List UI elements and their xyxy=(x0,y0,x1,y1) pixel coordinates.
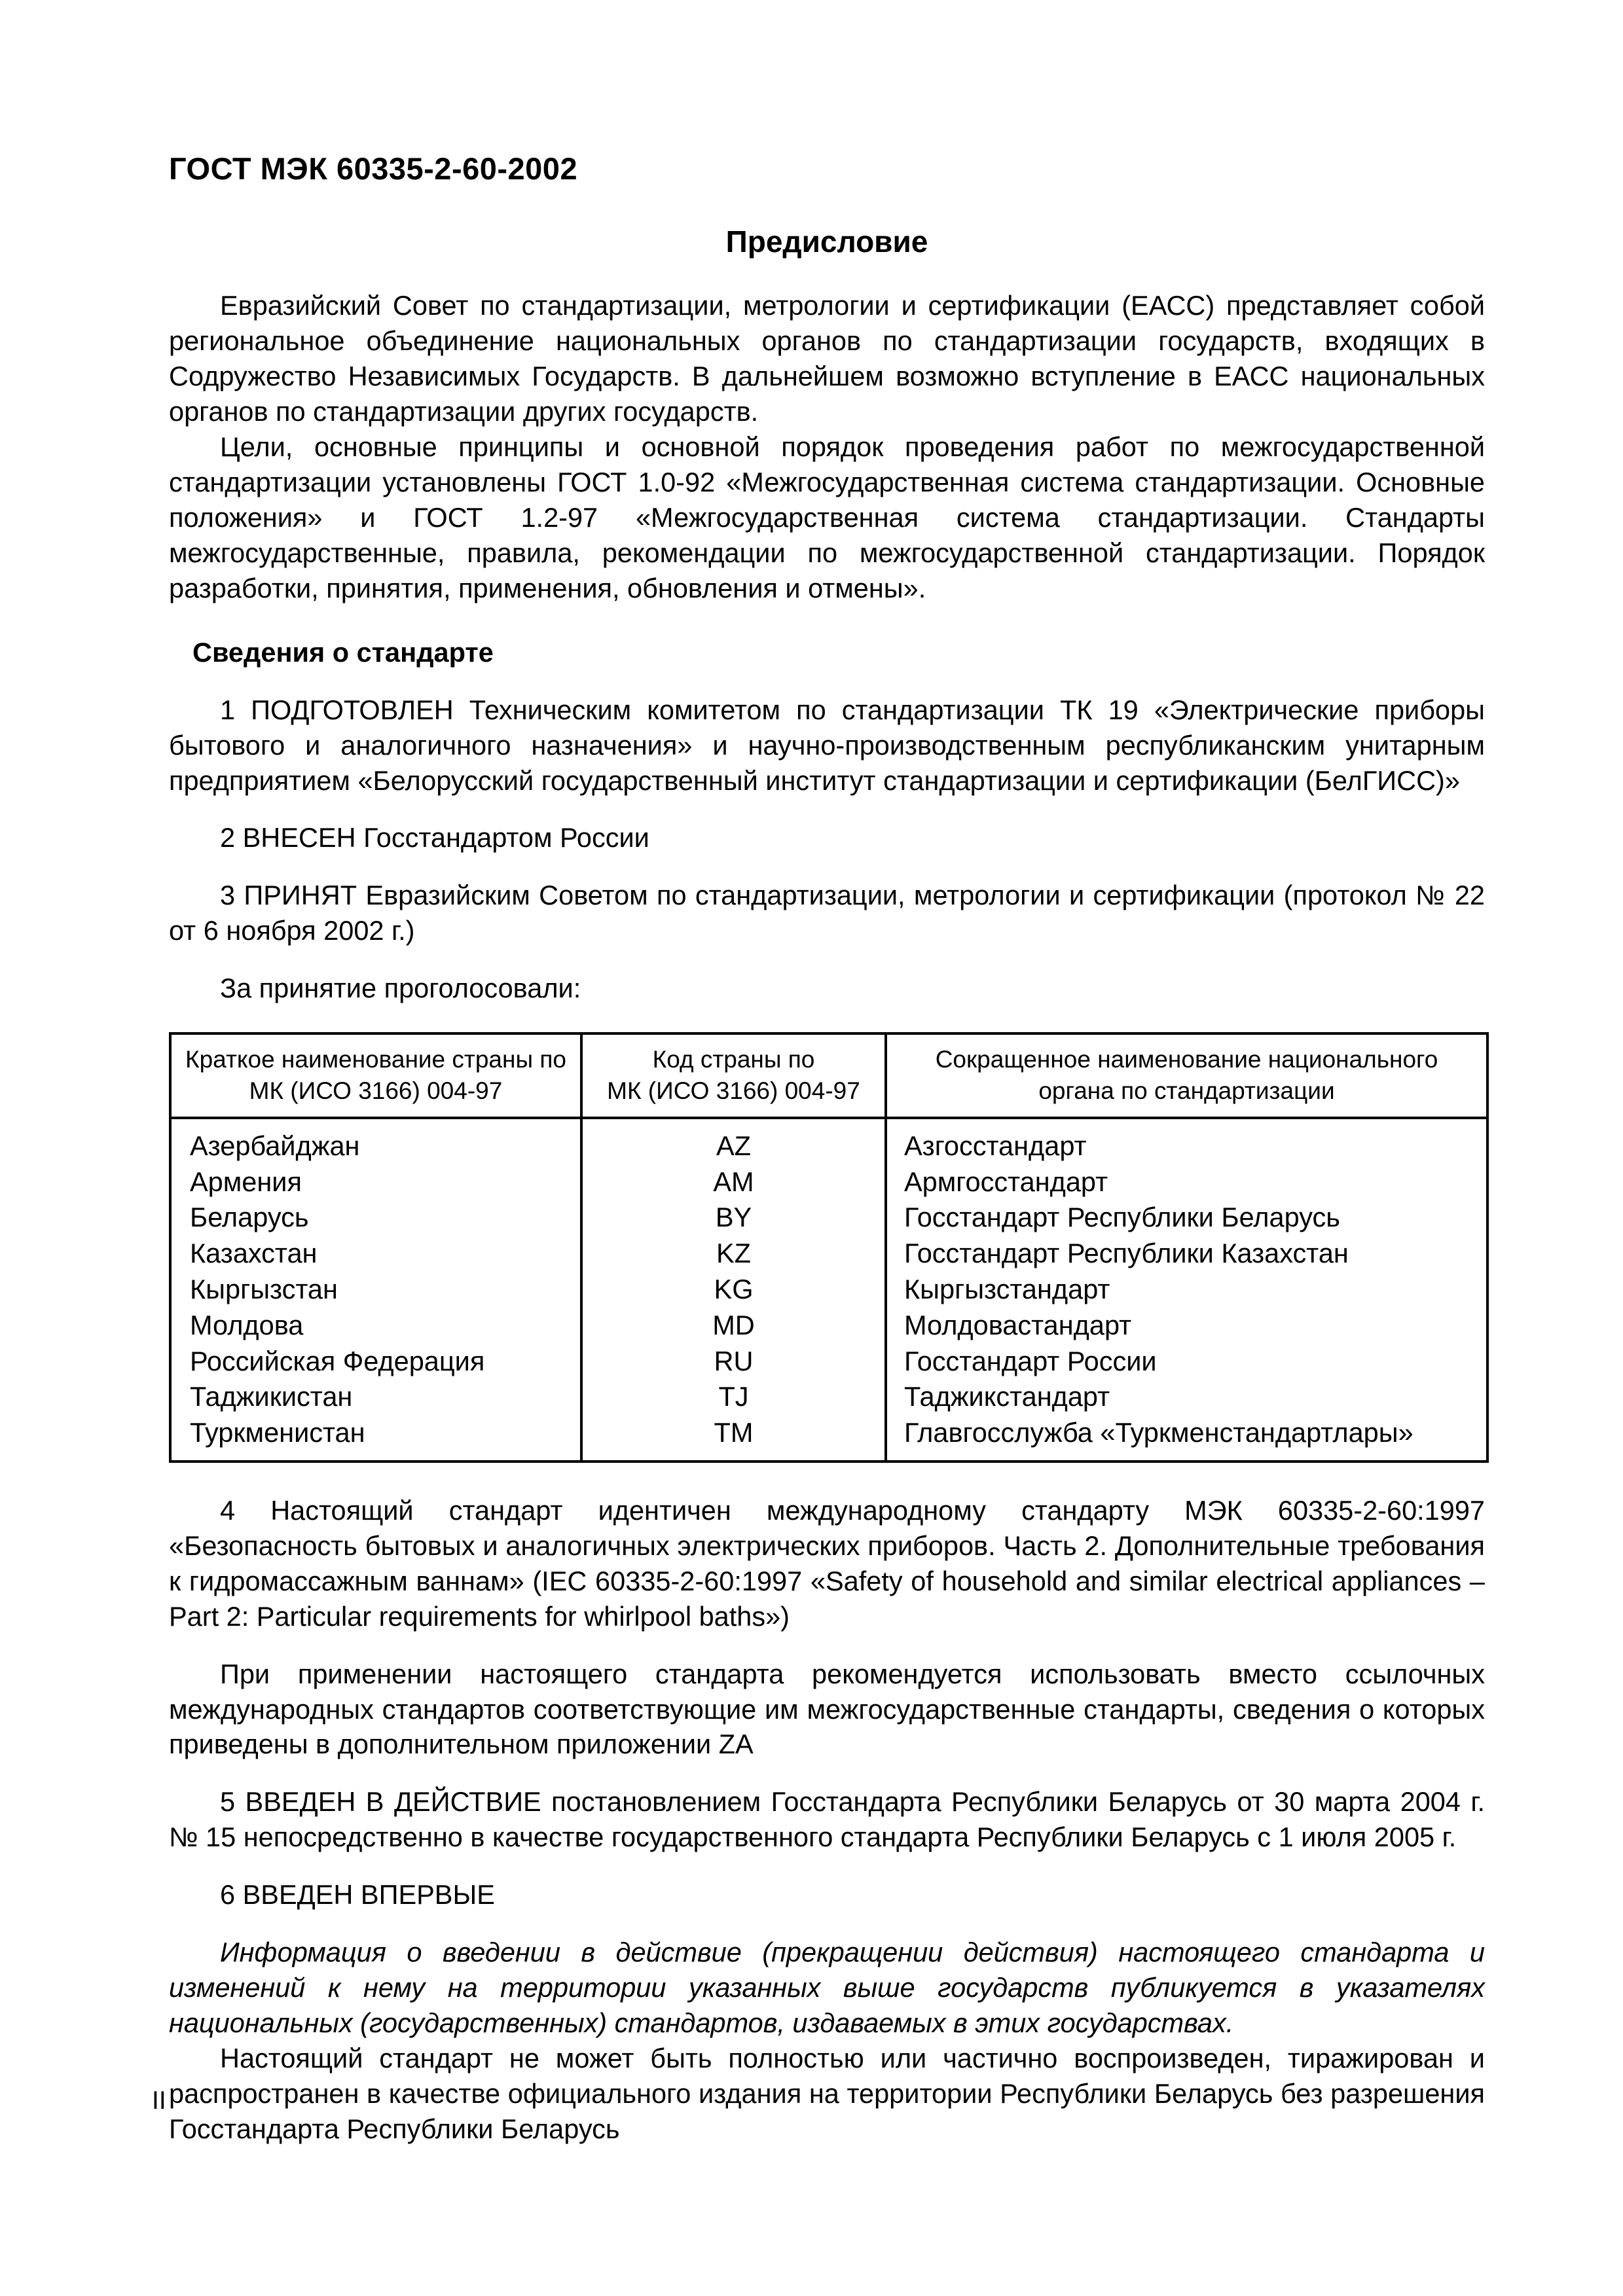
table-row xyxy=(170,1272,1487,1308)
vote-table-container xyxy=(169,1032,1485,1463)
table-row xyxy=(170,1200,1487,1236)
column-header-standard-body xyxy=(886,1033,1487,1118)
cell-country-name: Российская Федерация xyxy=(170,1344,581,1380)
cell-standard-body: Кыргызстандарт xyxy=(886,1272,1487,1308)
cell-standard-body: Главгосслужба «Туркменстандартлары» xyxy=(886,1415,1487,1462)
intro-paragraph-2: Цели, основные принципы и основной порядок проведения работ по межгосударственной стандартизации установлены ГОСТ 1.0-92 «Межгосударственная система стандартизации. Основные положения» и ГОСТ 1.2-97 «Межгосударственная система стандартизации. Стандарты межгосударственные, правила, рекомендации по межгосударственной стандартизации. Порядок разработки, принятия, применения, обновления и отмены». xyxy=(169,431,1485,603)
vote-table-head xyxy=(170,1033,1487,1118)
column-header-country-name-line2: МК (ИСО 3166) 004-97 xyxy=(249,1077,503,1104)
cell-country-name: Армения xyxy=(170,1164,581,1200)
cell-country-code: TM xyxy=(581,1415,886,1462)
table-row xyxy=(170,1379,1487,1415)
cell-standard-body: Госстандарт России xyxy=(886,1344,1487,1380)
cell-country-name: Таджикистан xyxy=(170,1379,581,1415)
cell-country-code: MD xyxy=(581,1308,886,1344)
cell-country-name: Беларусь xyxy=(170,1200,581,1236)
intro-paragraph-1: Евразийский Совет по стандартизации, метрологии и сертификации (ЕАСС) представляет собой региональное объединение национальных органов по стандартизации государств, входящих в Содружество Независимых Государств. В дальнейшем возможно вступление в ЕАСС национальных органов по стандартизации других государств. xyxy=(169,290,1485,427)
cell-country-name: Молдова xyxy=(170,1308,581,1344)
table-row xyxy=(170,1118,1487,1164)
column-header-standard-body-line2: органа по стандартизации xyxy=(1038,1077,1335,1104)
cell-country-code: TJ xyxy=(581,1379,886,1415)
cell-country-name: Туркменистан xyxy=(170,1415,581,1462)
copyright-note: Настоящий стандарт не может быть полностью или частично воспроизведен, тиражирован и распространен в качестве официального издания на территории Республики Беларусь без разрешения Госстандарта Республики Беларусь xyxy=(169,2043,1485,2144)
table-row xyxy=(170,1308,1487,1344)
table-row xyxy=(170,1164,1487,1200)
vote-intro-text: За принятие проголосовали: xyxy=(220,973,581,1004)
standard-info-item-5: 5 ВВЕДЕН В ДЕЙСТВИЕ постановлением Госстандарта Республики Беларусь от 30 марта 2004 г. № 15 непосредственно в качестве государственного стандарта Республики Беларусь с 1 июля 2005 г. xyxy=(169,1786,1485,1853)
standard-info-item-4: 4 Настоящий стандарт идентичен международному стандарту МЭК 60335-2-60:1997 «Безопасность бытовых и аналогичных электрических приборов. Часть 2. Дополнительные требования к гидромассажным ваннам» (IEC 60335-2-60:1997 «Safety of household and similar electrical appliances – Part 2: Particular requirements for whirlpool baths») xyxy=(169,1494,1485,1632)
cell-country-code: RU xyxy=(581,1344,886,1380)
subheading-standard-info: Сведения о стандарте xyxy=(192,636,494,668)
cell-standard-body: Госстандарт Республики Казахстан xyxy=(886,1236,1487,1272)
standard-info-item-2: 2 ВНЕСЕН Госстандартом России xyxy=(220,822,649,853)
cell-country-code: BY xyxy=(581,1200,886,1236)
table-row xyxy=(170,1344,1487,1380)
page-content xyxy=(169,0,1485,2147)
cell-standard-body: Госстандарт Республики Беларусь xyxy=(886,1200,1487,1236)
vote-table-body xyxy=(170,1118,1487,1462)
standard-info-item-4-note: При применении настоящего стандарта рекомендуется использовать вместо ссылочных международных стандартов соответствующие им межгосударственные стандарты, сведения о которых приведены в дополнительном приложении ZA xyxy=(169,1658,1485,1760)
standard-info-item-3: 3 ПРИНЯТ Евразийским Советом по стандартизации, метрологии и сертификации (протокол № 22 от 6 ноября 2002 г.) xyxy=(169,880,1485,946)
cell-country-name: Казахстан xyxy=(170,1236,581,1272)
table-row xyxy=(170,1236,1487,1272)
page-title: Предисловие xyxy=(725,224,928,259)
table-header-row xyxy=(170,1033,1487,1118)
standard-info-item-6: 6 ВВЕДЕН ВПЕРВЫЕ xyxy=(220,1879,495,1910)
cell-standard-body: Азгосстандарт xyxy=(886,1118,1487,1164)
column-header-country-name xyxy=(170,1033,581,1118)
cell-country-code: AZ xyxy=(581,1118,886,1164)
table-row xyxy=(170,1415,1487,1462)
cell-standard-body: Таджикстандарт xyxy=(886,1379,1487,1415)
column-header-country-code xyxy=(581,1033,886,1118)
column-header-country-code-line1: Код страны по xyxy=(652,1046,815,1073)
page-number: II xyxy=(152,2087,166,2115)
cell-country-code: KZ xyxy=(581,1236,886,1272)
vote-table xyxy=(169,1032,1489,1463)
cell-standard-body: Молдовастандарт xyxy=(886,1308,1487,1344)
cell-country-code: AM xyxy=(581,1164,886,1200)
cell-country-code: KG xyxy=(581,1272,886,1308)
column-header-country-code-line2: МК (ИСО 3166) 004-97 xyxy=(607,1077,860,1104)
column-header-standard-body-line1: Сокращенное наименование национального xyxy=(935,1046,1438,1073)
cell-country-name: Кыргызстан xyxy=(170,1272,581,1308)
cell-standard-body: Армгосстандарт xyxy=(886,1164,1487,1200)
cell-country-name: Азербайджан xyxy=(170,1118,581,1164)
column-header-country-name-line1: Краткое наименование страны по xyxy=(185,1046,566,1073)
notice-publication-italic: Информация о введении в действие (прекращении действия) настоящего стандарта и изменений к нему на территории указанных выше государств публикуется в указателях национальных (государственных) стандартов, издаваемых в этих государствах. xyxy=(169,1937,1485,2039)
standard-info-item-1: 1 ПОДГОТОВЛЕН Техническим комитетом по стандартизации ТК 19 «Электрические приборы бытового и аналогичного назначения» и научно-производственным республиканским унитарным предприятием «Белорусский государственный институт стандартизации и сертификации (БелГИСС)» xyxy=(169,694,1485,796)
document-header-standard-number: ГОСТ МЭК 60335-2-60-2002 xyxy=(169,151,578,186)
